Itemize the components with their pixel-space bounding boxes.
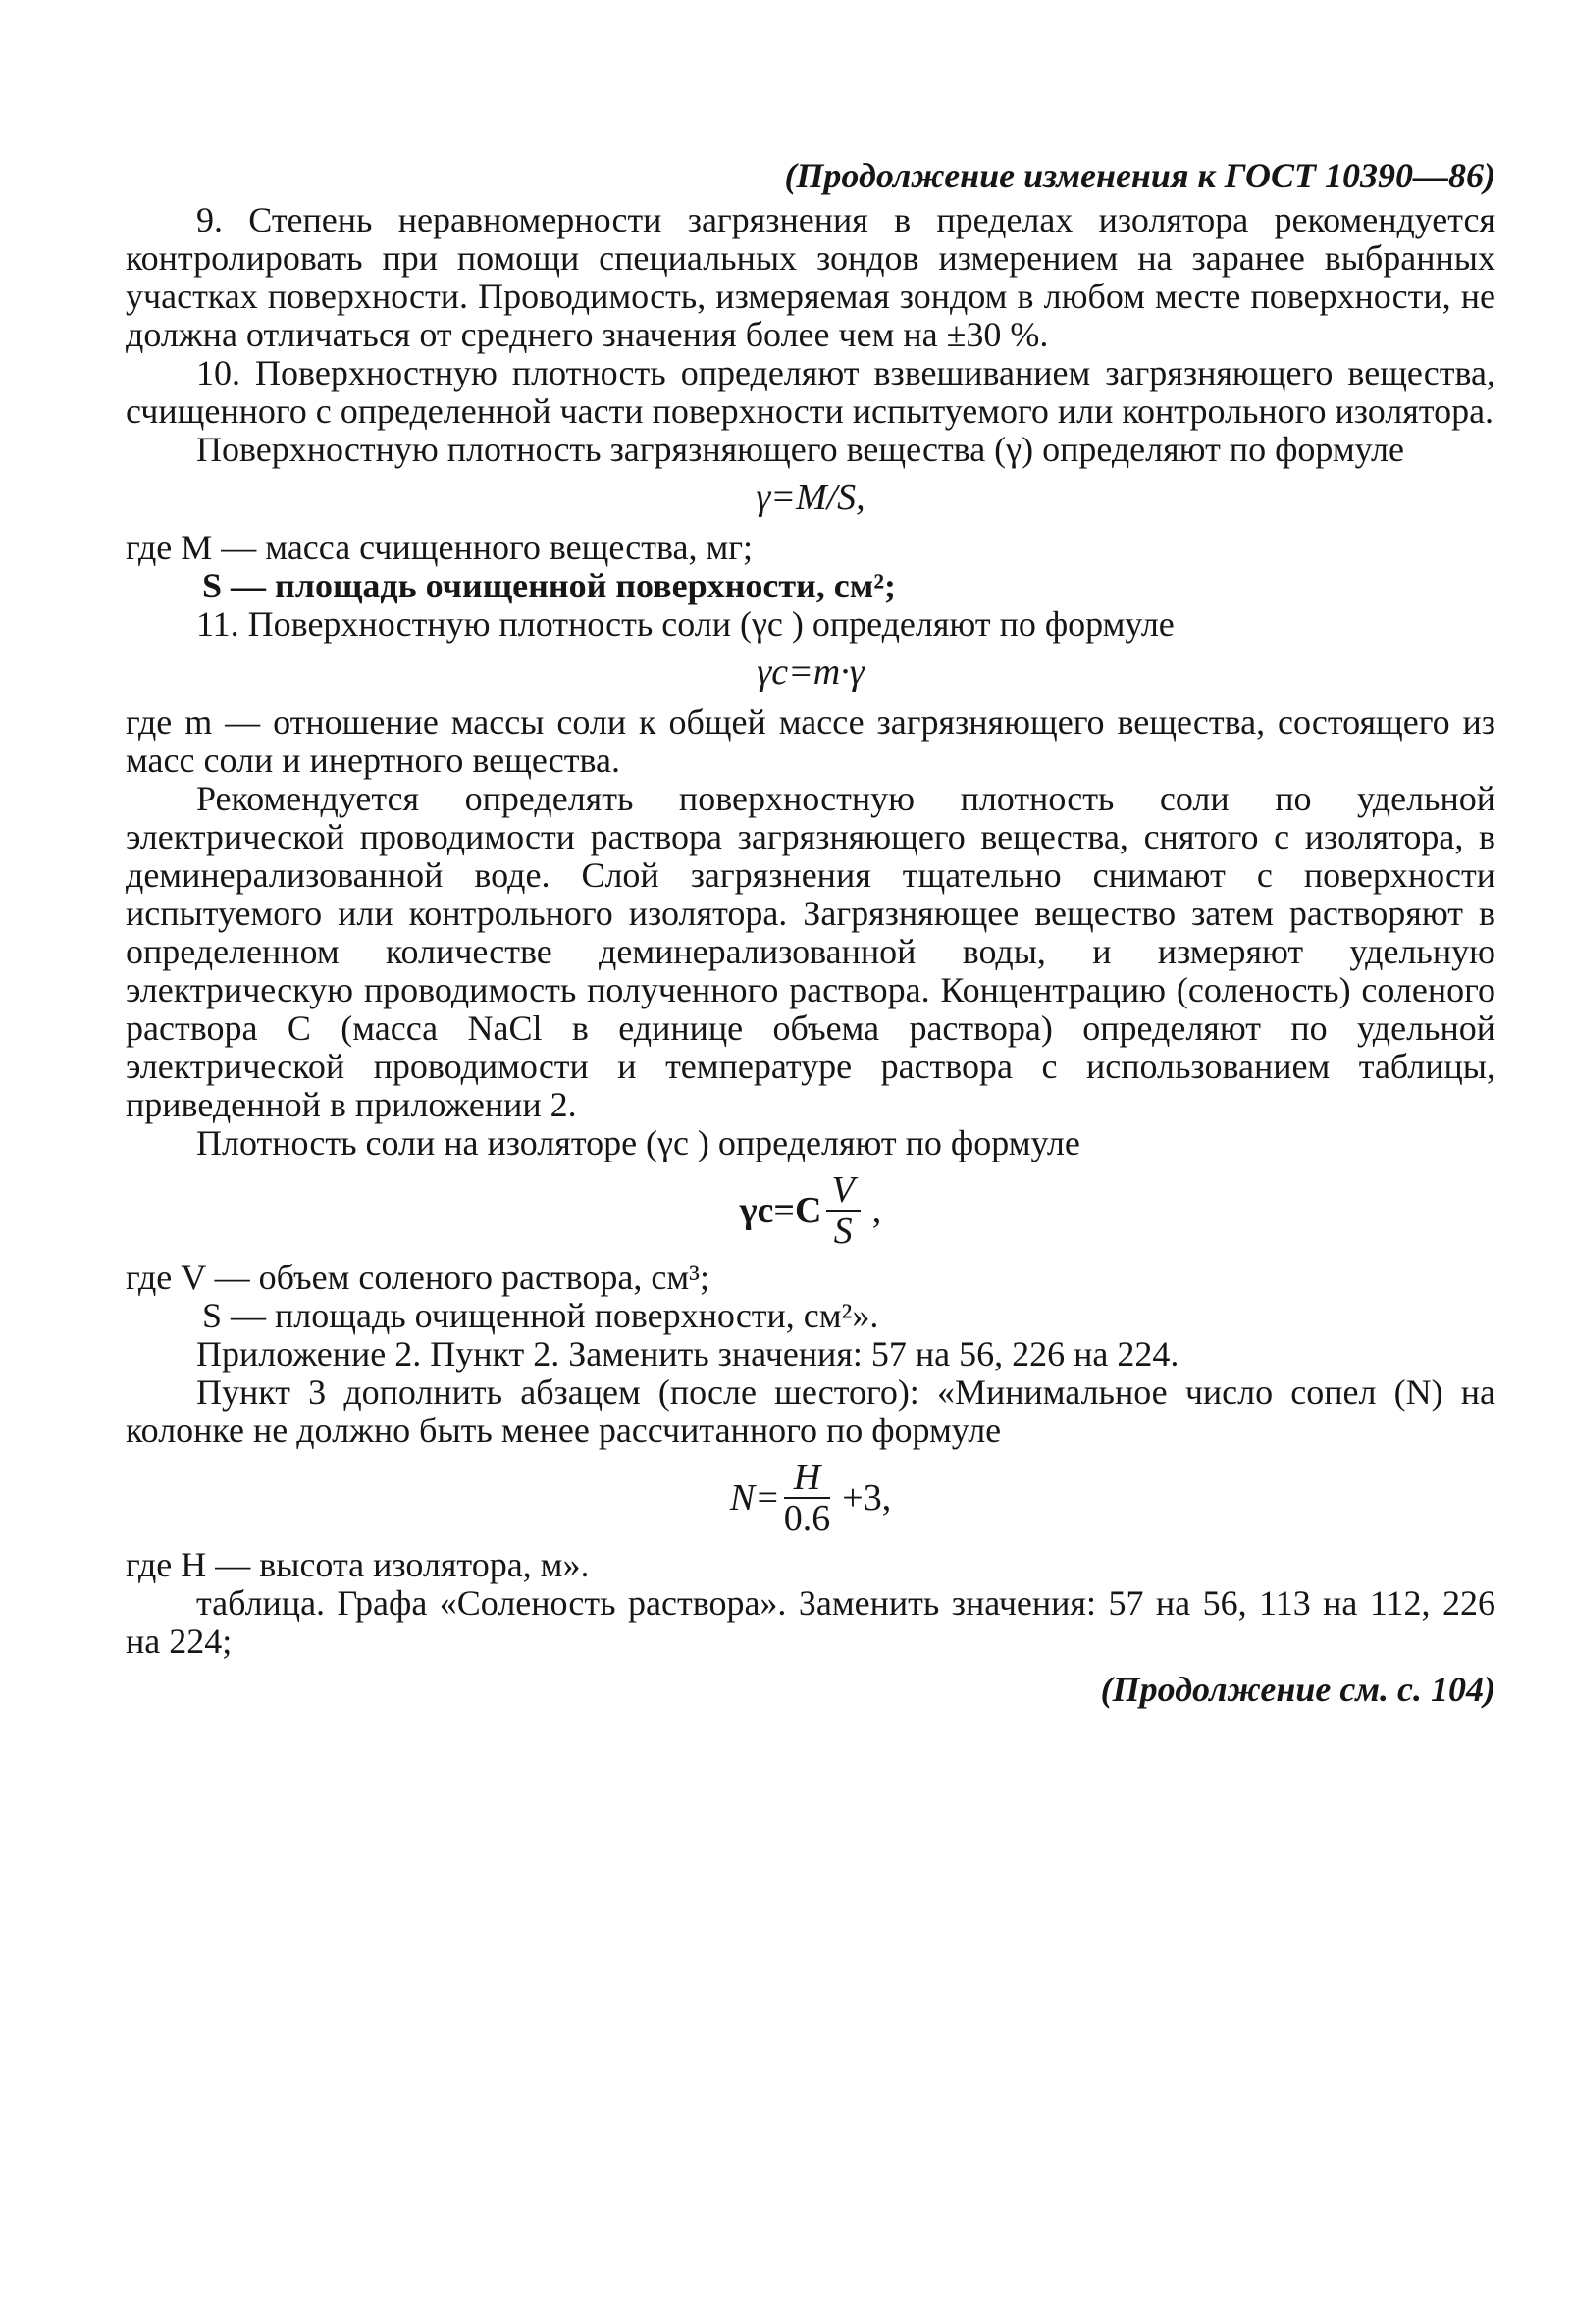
fraction-v-s: $\frac{V}{S}$ [826,1170,861,1251]
text-column [126,157,1495,1744]
fraction-h-06: $\frac{H}{0.6}$ [783,1457,831,1539]
paragraph-10: 10. Поверхностную плотность определяют взвешиванием загрязняющего вещества, счищенного с определенной части поверхности испытуемого или контрольного изолятора. [126,353,1495,431]
formula-salt-density: γc=C $\frac{V}{S}$ , [739,1169,882,1252]
where-m-ratio: где m — отношение массы соли к общей массе загрязняющего вещества, состоящего из масс соли и инертного вещества. [126,702,1495,780]
where-s: S — площадь очищенной поверхности, см²; [202,566,897,605]
page-header: (Продолжение изменения к ГОСТ 10390—86) [784,156,1495,195]
point-3: Пункт 3 дополнить абзацем (после шестого): «Минимальное число сопел (N) на колонке не должно быть менее рассчитанного по формуле [126,1372,1495,1450]
where-m: где M — масса счищенного вещества, мг; [126,528,754,567]
paragraph-11-density: Плотность соли на изоляторе (γc ) определяют по формуле [196,1123,1080,1162]
page-footer: (Продолжение см. с. 104) [1100,1670,1495,1709]
table-change: таблица. Графа «Соленость раствора». Заменить значения: 57 на 56, 113 на 112, 226 на 224; [126,1583,1495,1661]
formula-gamma: γ=M/S, [756,477,865,518]
paragraph-11-method: Рекомендуется определять поверхностную плотность соли по удельной электрической проводимости раствора загрязняющего вещества, снятого с изолятора, в деминерализованной воде. Слой загрязнения тщательно снимают с поверхности испытуемого или контрольного изолятора. Загрязняющее вещество затем растворяют в определенном количестве деминерализованной воды, и измеряют удельную электрическую проводимость полученного раствора. Концентрацию (соленость) соленого раствора C (масса NaCl в единице объема раствора) определяют по удельной электрической проводимости и температуре раствора с использованием таблицы, приведенной в приложении 2. [126,779,1495,1124]
where-v: где V — объем соленого раствора, см³; [126,1258,709,1297]
paragraph-11: 11. Поверхностную плотность соли (γc ) определяют по формуле [196,604,1175,644]
appendix-2: Приложение 2. Пункт 2. Заменить значения: 57 на 56, 226 на 224. [196,1334,1179,1373]
formula-gamma-c: γc=m·γ [757,651,865,693]
formula-nozzles: N= $\frac{H}{0.6}$ +3, [729,1457,892,1539]
where-s-2: S — площадь очищенной поверхности, см²». [202,1296,879,1335]
paragraph-10-formula-intro: Поверхностную плотность загрязняющего вещества (γ) определяют по формуле [196,430,1404,469]
where-h: где H — высота изолятора, м». [126,1545,590,1584]
paragraph-9: 9. Степень неравномерности загрязнения в пределах изолятора рекомендуется контролировать при помощи специальных зондов измерением на заранее выбранных участках поверхности. Проводимость, измеряемая зондом в любом месте поверхности, не должна отличаться от среднего значения более чем на ±30 %. [126,200,1495,354]
